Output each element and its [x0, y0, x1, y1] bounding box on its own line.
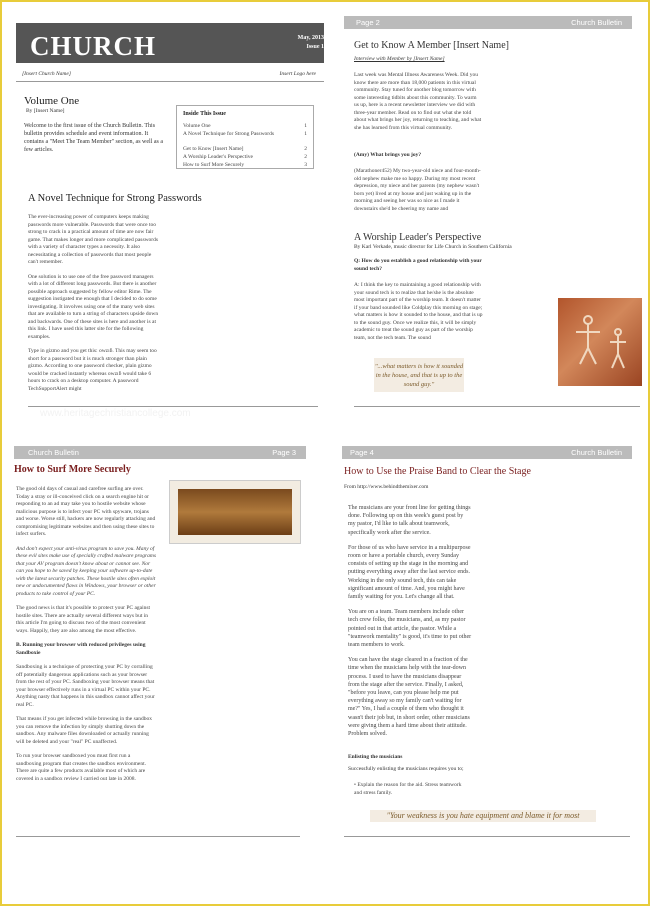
masthead [16, 23, 324, 63]
article-subhead: B. Running your browser with reduced privileges using Sandboxie [16, 642, 146, 656]
worship-title: A Worship Leader's Perspective [354, 232, 482, 243]
question-text: Q: How do you establish a good relationship with your sound tech? [354, 258, 482, 272]
logo-placeholder: Insert Logo here [279, 71, 316, 77]
pull-quote: "...what matters is how it sounded in the house, and that is up to the sound guy." [374, 358, 464, 392]
page-number: Page 3 [272, 448, 296, 457]
praise-subtext: Successfully enlisting the musicians requires you to; [348, 766, 464, 772]
bullet-icon: • [354, 782, 358, 788]
praise-title: How to Use the Praise Band to Clear the Stage [344, 466, 531, 477]
article-title: A Novel Technique for Strong Passwords [28, 193, 202, 204]
worship-answer [354, 282, 484, 352]
interview-question: (Amy) What brings you joy? [354, 152, 422, 158]
divider [28, 406, 318, 407]
praise-body [348, 504, 472, 752]
member-title: Get to Know A Member [Insert Name] [354, 40, 509, 51]
article-paragraph: For those of us who have service in a multipurpose room or have a portable church, every Sunday consists of setting up the stage in the morning and putting everything away after the last service ends. Working in the only sound tech, this can take significant amount of time. And, you might have family waiting for you. Let's change all that. [348, 544, 471, 601]
surf-body [16, 486, 156, 841]
surf-title: How to Surf More Securely [14, 464, 131, 475]
page-number: Page 2 [356, 18, 380, 27]
praise-bullet [354, 782, 464, 797]
page-three [6, 444, 324, 844]
toc-item-title: Get to Know [Insert Name] [183, 146, 244, 152]
wood-carving-icon [178, 489, 292, 535]
article-paragraph: Type in gizmo and you get this: owzıƃ. This may seem too short for a password but it is much stronger than plain gizmo. According to one password checker, plain gizmo would be cracked instantly whereas owzıƃ would take 6 hours to crack on a desktop computer. A password TechSupportAlert might [28, 348, 157, 392]
issue-date-month: May, 2013 [297, 35, 324, 41]
petroglyph-icon [558, 298, 642, 386]
toc-item[interactable] [183, 154, 307, 160]
answer-paragraph: A: I think the key to maintaining a good relationship with your sound tech is to realize that he/she is the absolute most important part of the worship team. It doesn't matter if your band sounded like Coldplay this morning on stage; what matters is how it sounded to the house, and that is up to the sound guy. Once we realize this, it will be simply academic to treat the sound guy as part of the worship team, not the tech team. The sound [354, 282, 483, 341]
bulletin-label: Church Bulletin [28, 448, 79, 457]
member-intro [354, 72, 482, 157]
bullet-text: Explain the reason for the aid. Stress teamwork and stress family. [354, 782, 462, 796]
member-paragraph: Last week was Mental Illness Awareness Week. Did you know there are more than 18,000 patients in this virtual community. Stay tuned for another blog tomorrow with some interesting tidbits about this community. To warm us up, here is a recent newsletter interview we did with three-year member. Read on to find out what she told about what brings her joy, returning to teaching, and what she has learned from this virtual community. [354, 72, 482, 131]
article-body [28, 214, 162, 404]
page-header-bar [14, 446, 306, 459]
article-paragraph: The ever-increasing power of computers keeps making passwords more vulnerable. Passwords that were once too strong to crack in a practical amount of time are now fair game. That makes longer and more complicated passwords with a variety of character types a necessity. It also necessitating a collection of passwords that most people can't remember. [28, 214, 159, 265]
article-paragraph: Sandboxing is a technique of protecting your PC by corralling off potentially dangerous applications such as your browser from the rest of your PC. Sandboxing your browser means that your browser effectively runs in a virtual PC within your PC. Anything nasty that happens in this sandbox cannot affect your real PC. [16, 664, 155, 708]
praise-subhead: Enlisting the musicians [348, 754, 403, 760]
toc-item-page: 1 [304, 123, 307, 129]
volume-title: Volume One [24, 95, 80, 107]
worship-byline: By Karl Verkade, music director for Life Church in Southern California [354, 244, 512, 250]
article-paragraph: You are on a team. Team members include other tech crew folks, the musicians, and, as my pastor pointed out in that article, the pastor. While a "teamwork mentality" is good, it's time to put other team members to work. [348, 609, 472, 649]
issue-date [298, 34, 324, 52]
source-line: From http://www.behindthemixer.com [344, 484, 429, 490]
masthead-subrow [22, 71, 322, 77]
toc-item-title: How to Surf More Securely [183, 162, 245, 168]
bulletin-label: Church Bulletin [571, 18, 622, 27]
toc-item-title: A Worship Leader's Perspective [183, 154, 253, 160]
page-number: Page 4 [350, 448, 374, 457]
table-of-contents [176, 105, 314, 169]
toc-heading: Inside This Issue [183, 111, 226, 117]
toc-item[interactable] [183, 123, 307, 129]
divider [16, 836, 300, 837]
toc-item[interactable] [183, 162, 307, 168]
article-paragraph: That means if you get infected while browsing in the sandbox you can remove the infection by simply shutting down the sandbox. Any malware files downloaded or actually running will be deleted and your "real" PC unaffected. [16, 716, 152, 745]
toc-item[interactable] [183, 146, 307, 152]
article-paragraph: And don't expect your anti-virus program to save you. Many of these evil sites make use of specially crafted malware programs that your AV program doesn't know about or cannot see. Nor can you hope to be saved by keeping your software up-to-date with the latest security patches. These hostile sites often exploit new or undocumented flaws in Windows, your browser or other products to take control of your PC. [16, 545, 156, 597]
page-header-bar [344, 16, 632, 29]
toc-item-title: Volume One [183, 123, 211, 129]
divider [16, 81, 324, 82]
carved-sign-image [169, 480, 301, 544]
page-one [6, 8, 324, 408]
church-name: [Insert Church Name] [22, 71, 71, 77]
answer-paragraph: (Marathoner452) My two-year-old niece and four-month-old nephew make me so happy. During my most recent depression, my niece and her parents (my nephew wasn't born yet) lived at my house and just waking up in the morning and seeing her was so nice as I made it downstairs she'd be cheering my name and [354, 168, 481, 212]
page-two [344, 10, 644, 410]
intro-text: Welcome to the first issue of the Church Bulletin. This bulletin provides schedule and event information. It contains a "Meet The Team Member" section, as well as a few articles. [24, 123, 164, 153]
toc-item-page: 1 [304, 131, 307, 137]
toc-item-title: A Novel Technique for Strong Passwords [183, 131, 275, 137]
article-paragraph: The musicians are your front line for getting things done. Following up on this week's guest post by my pastor, I'd like to talk about teamwork, specifically work after the service. [348, 505, 471, 536]
toc-item[interactable] [183, 131, 307, 137]
divider [354, 406, 640, 407]
rock-art-image [558, 298, 642, 386]
article-paragraph: The good old days of casual and carefree surfing are over. Today a stray or ill-conceived click on a search engine hit or responding to an ad may take you to hostile website whose malicious purpose is to infect your PC with spyware, trojans and worse. Worse still, hackers are now regularly attacking and compromising legitimate websites and then using these sites to infect surfers. [16, 486, 156, 537]
article-paragraph: You can have the stage cleared in a fraction of the time when the musicians help with the tear-down process. I used to have the musicians disappear from the stage after the service. Finally, I asked, "before you leave, can you please help me put everything away so my family can't waiting for me?" Yes, I had a couple of them who thought it wasn't their job but, in short order, other musicians were giving them a hard time about their attitude. Problem solved. [348, 657, 470, 738]
worship-question [354, 258, 484, 280]
volume-byline: By [Insert Name] [26, 108, 65, 114]
interview-line: Interview with Member by [Insert Name] [354, 56, 445, 62]
toc-item-page: 3 [304, 162, 307, 168]
article-paragraph: The good news is that it's possible to protect your PC against hostile sites. There are actually several different ways but in this article I'm going to discuss two of the most convenient ways. Happily, they are also among the most effective. [16, 605, 151, 634]
pull-quote: "Your weakness is you hate equipment and blame it for most [370, 810, 596, 822]
interview-answer [354, 168, 484, 218]
page-header-bar [342, 446, 632, 459]
article-paragraph: One solution is to use one of the free password managers with a lot of different long passwords. But there is another possible approach suggested by fellow editor Rime. The suggestion instigated me enough that I decided to do some investigating. It involves using one of the many web sites that are available to turn a string of characters upside down and backwards. One of these sites is here and another is at this link. I have used this latter site for the following examples. [28, 273, 159, 340]
bulletin-label: Church Bulletin [571, 448, 622, 457]
watermark: www.heritagechristiancollege.com [40, 408, 191, 419]
issue-number: Issue 1 [306, 44, 324, 50]
toc-item-page: 2 [304, 154, 307, 160]
page-four [340, 444, 644, 844]
divider [344, 836, 630, 837]
article-paragraph: To run your browser sandboxed you must first run a sandboxing program that creates the sandbox environment. There are quite a few products available most of which are covered in a sandbox review I carried out late in 2008. [16, 753, 146, 782]
masthead-title: CHURCH [30, 31, 156, 61]
toc-item-page: 2 [304, 146, 307, 152]
